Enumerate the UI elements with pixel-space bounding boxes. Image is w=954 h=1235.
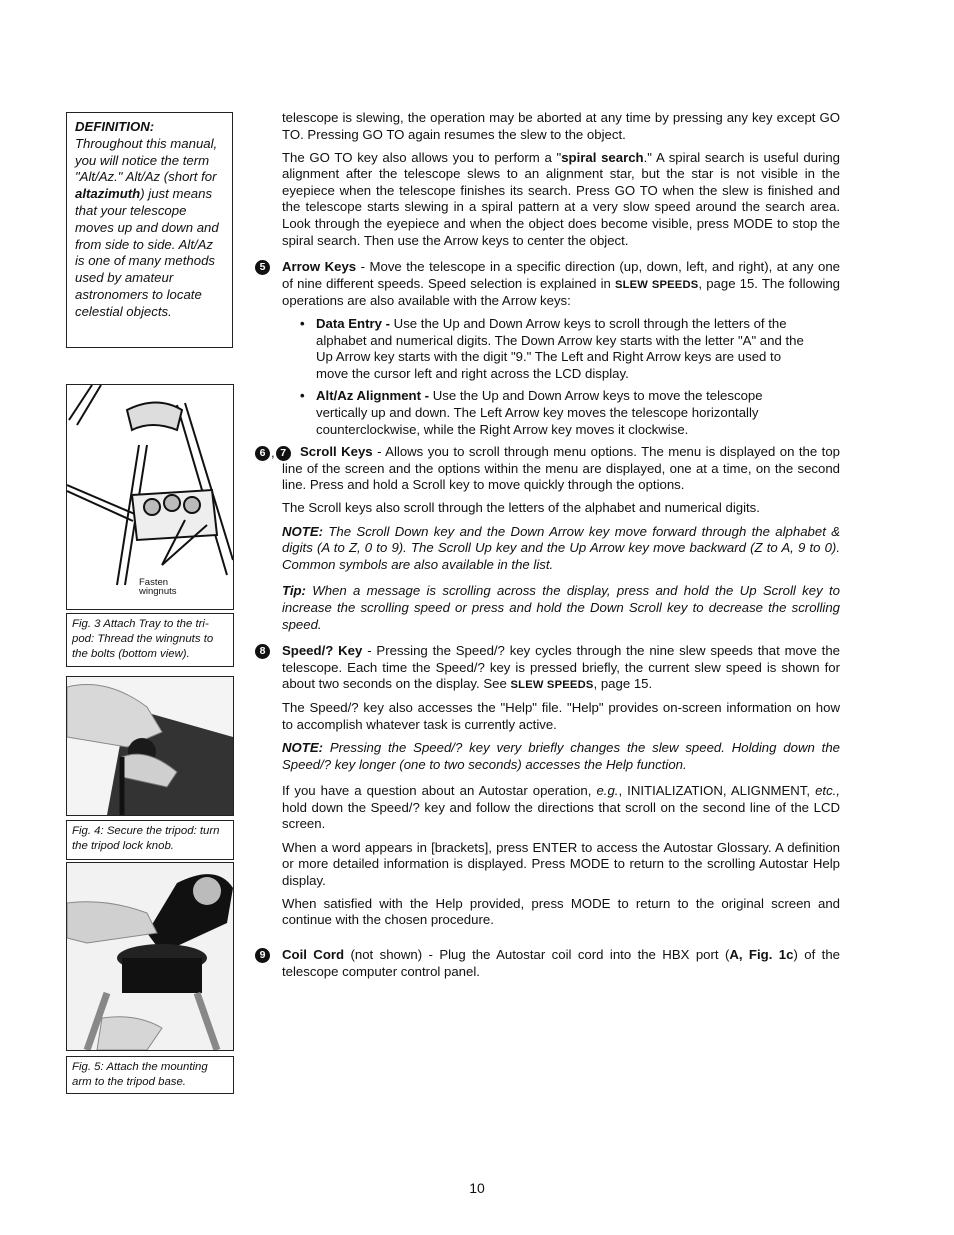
note-label: NOTE:: [282, 523, 324, 539]
main-column: [259, 110, 841, 987]
speed-key-paragraph-4: When a word appears in [brackets], press ENTER to access the Autostar Glossary. A definition or more detailed information is displayed. Press MODE to return to the scrolling Autostar Help display.: [282, 839, 840, 888]
section-arrow-keys: [259, 259, 840, 438]
p3-etc: etc.,: [815, 783, 840, 799]
scroll-keys-note: [282, 524, 840, 574]
section-number-7: 7: [276, 446, 291, 461]
coil-cord-ref: A, Fig. 1c: [729, 947, 794, 963]
speed-key-text-after: , page 15.: [593, 676, 653, 692]
speed-key-text-before: - Pressing the Speed/? key cycles through the nine slew speeds that move the telescope. Each time the Speed/? key is pressed briefly, the current slew speed is shown for about two seconds on the display. See: [282, 643, 841, 692]
fig3-image: [66, 384, 234, 610]
scroll-keys-paragraph-2: The Scroll keys also scroll through the letters of the alphabet and numerical digits.: [282, 500, 760, 516]
fig4-image: [66, 676, 234, 816]
section-number-6: 6: [255, 446, 270, 461]
speed-key-paragraph-2: The Speed/? key also accesses the "Help" file. "Help" provides on-screen information on how to accomplish whatever task is currently active.: [282, 700, 840, 732]
p3-b: , INITIALIZATION, ALIGNMENT,: [618, 783, 816, 799]
data-entry-text: Use the Up and Down Arrow keys to scroll through the letters of the alphabet and numerical digits. The Down Arrow key starts with the letter "A" and the Up Arrow key starts with the digit "9." The Left and Right Arrow keys are used to move the cursor left and right across the LCD display.: [316, 316, 804, 381]
bullet-altaz-alignment: [300, 388, 812, 438]
tripod-lock-photo: [67, 677, 233, 815]
fig3-caption: Fig. 3 Attach Tray to the tri-pod: Thread the wingnuts to the bolts (bottom view).: [66, 613, 234, 667]
speed-note-text: Pressing the Speed/? key very briefly changes the slew speed. Holding down the Speed/? key longer (one to two seconds) accesses the Help function.: [282, 740, 840, 772]
scroll-keys-title: Scroll Keys: [300, 444, 373, 460]
arrow-keys-title: Arrow Keys: [282, 259, 357, 275]
p3-a: If you have a question about an Autostar operation,: [282, 783, 597, 799]
altaz-alignment-title: Alt/Az Alignment -: [316, 388, 430, 404]
section-speed-key: [259, 643, 841, 929]
intro-paragraph-1: telescope is slewing, the operation may be aborted at any time by pressing any key except GO TO. Pressing GO TO again resumes the slew to the object.: [282, 110, 840, 142]
fig5-image: [66, 862, 234, 1051]
arrow-keys-text-before: - Move the telescope in a specific direction (up, down, left, and right), at any one of nine different speeds. Speed selection is explained in: [282, 259, 840, 291]
section-number-5: 5: [255, 260, 270, 275]
section-number-8: 8: [255, 644, 270, 659]
coil-cord-text-after: ) of the telescope computer control panel.: [282, 947, 840, 979]
section-number-9: 9: [255, 948, 270, 963]
scroll-keys-paragraph: [282, 444, 840, 494]
definition-heading: DEFINITION:: [75, 119, 155, 134]
fig3-label-line1: Fasten: [139, 577, 169, 588]
scroll-keys-text: - Allows you to scroll through menu options. The menu is displayed on the top line of the screen and the options within the menu are displayed, one at a time, on the second line. Press and hold a Scroll key to move quickly through the options.: [282, 444, 840, 493]
intro-p2-before: The GO TO key also allows you to perform a ": [282, 149, 562, 165]
tip-label: Tip:: [282, 583, 306, 599]
fig3-label-line2: wingnuts: [139, 586, 177, 597]
definition-text-after: ) just means that your telescope moves up and down and from side to side. Alt/Az is one of many methods used by amateur astronomers to locate celestial objects.: [75, 186, 219, 319]
section-coil-cord: [259, 947, 840, 980]
intro-p2-after: ." A spiral search is useful during alignment after the telescope slews to an alignment star, but the star is not visible in the eyepiece when the telescope finishes its search. Press GO TO when the slew is finished and the telescope starts slewing in a spiral pattern at a very slow speed around the search area. Look through the eyepiece and when the object does become visible, press MODE to stop the spiral search. Then use the Arrow keys to center the object.: [282, 149, 841, 248]
fig5-caption: Fig. 5: Attach the mounting arm to the tripod base.: [66, 1056, 234, 1094]
speed-key-note: [282, 740, 840, 773]
note-text: The Scroll Down key and the Down Arrow key move forward through the alphabet & digits (A to Z, 0 to 9). The Scroll Up key and the Up Arrow key move backward (Z to A, 9 to 0). Common symbols are also available in the list.: [282, 523, 840, 572]
page-number: 10: [469, 1180, 485, 1196]
altaz-alignment-text: Use the Up and Down Arrow keys to move the telescope vertically up and down. The Left Arrow key moves the telescope horizontally counterclockwise, while the Right Arrow key moves it clockwise.: [316, 388, 763, 437]
p3-c: hold down the Speed/? key and follow the directions that scroll on the second line of the LCD screen.: [282, 799, 840, 832]
speed-key-paragraph: [282, 643, 840, 694]
p3-eg: e.g.: [596, 783, 619, 799]
speed-key-paragraph-5: When satisfied with the Help provided, press MODE to return to the original screen and continue with the chosen procedure.: [282, 895, 840, 928]
mounting-arm-photo: [67, 863, 233, 1050]
section-scroll-keys: [259, 444, 840, 633]
fig4-caption: Fig. 4: Secure the tripod: turn the tripod lock knob.: [66, 820, 234, 860]
speed-key-paragraph-3: [282, 783, 840, 833]
tip-text: When a message is scrolling across the display, press and hold the Up Scroll key to increase the scrolling speed or press and hold the Down Scroll key to decrease the scrolling speed.: [282, 583, 840, 632]
coil-cord-paragraph: [282, 947, 840, 980]
scroll-keys-tip: [282, 583, 840, 633]
definition-bold-term: altazimuth: [75, 186, 141, 202]
slew-speeds-ref: SLEW SPEEDS: [614, 278, 699, 291]
intro-paragraph-2: [282, 150, 840, 250]
coil-cord-title: Coil Cord: [282, 947, 345, 963]
arrow-keys-text-after: , page 15. The following operations are also available with the Arrow keys:: [282, 275, 840, 309]
bullet-data-entry: [300, 316, 812, 382]
section-numbers-6-7: [255, 445, 291, 462]
data-entry-title: Data Entry -: [316, 316, 391, 332]
coil-cord-text-before: (not shown) - Plug the Autostar coil cord into the HBX port (: [344, 947, 730, 963]
definition-box: [66, 112, 233, 348]
speed-note-label: NOTE:: [282, 740, 324, 756]
tripod-tray-illustration: [67, 385, 233, 609]
definition-text-before: Throughout this manual, you will notice the term "Alt/Az." Alt/Az (short for: [75, 135, 218, 185]
section-number-separator: ,: [271, 445, 275, 461]
speed-slew-speeds-ref: SLEW SPEEDS: [510, 679, 594, 692]
arrow-keys-bullets: [300, 316, 812, 438]
spiral-search-term: spiral search: [561, 149, 644, 165]
arrow-keys-paragraph: [282, 259, 840, 310]
speed-key-title: Speed/? Key: [282, 643, 363, 659]
